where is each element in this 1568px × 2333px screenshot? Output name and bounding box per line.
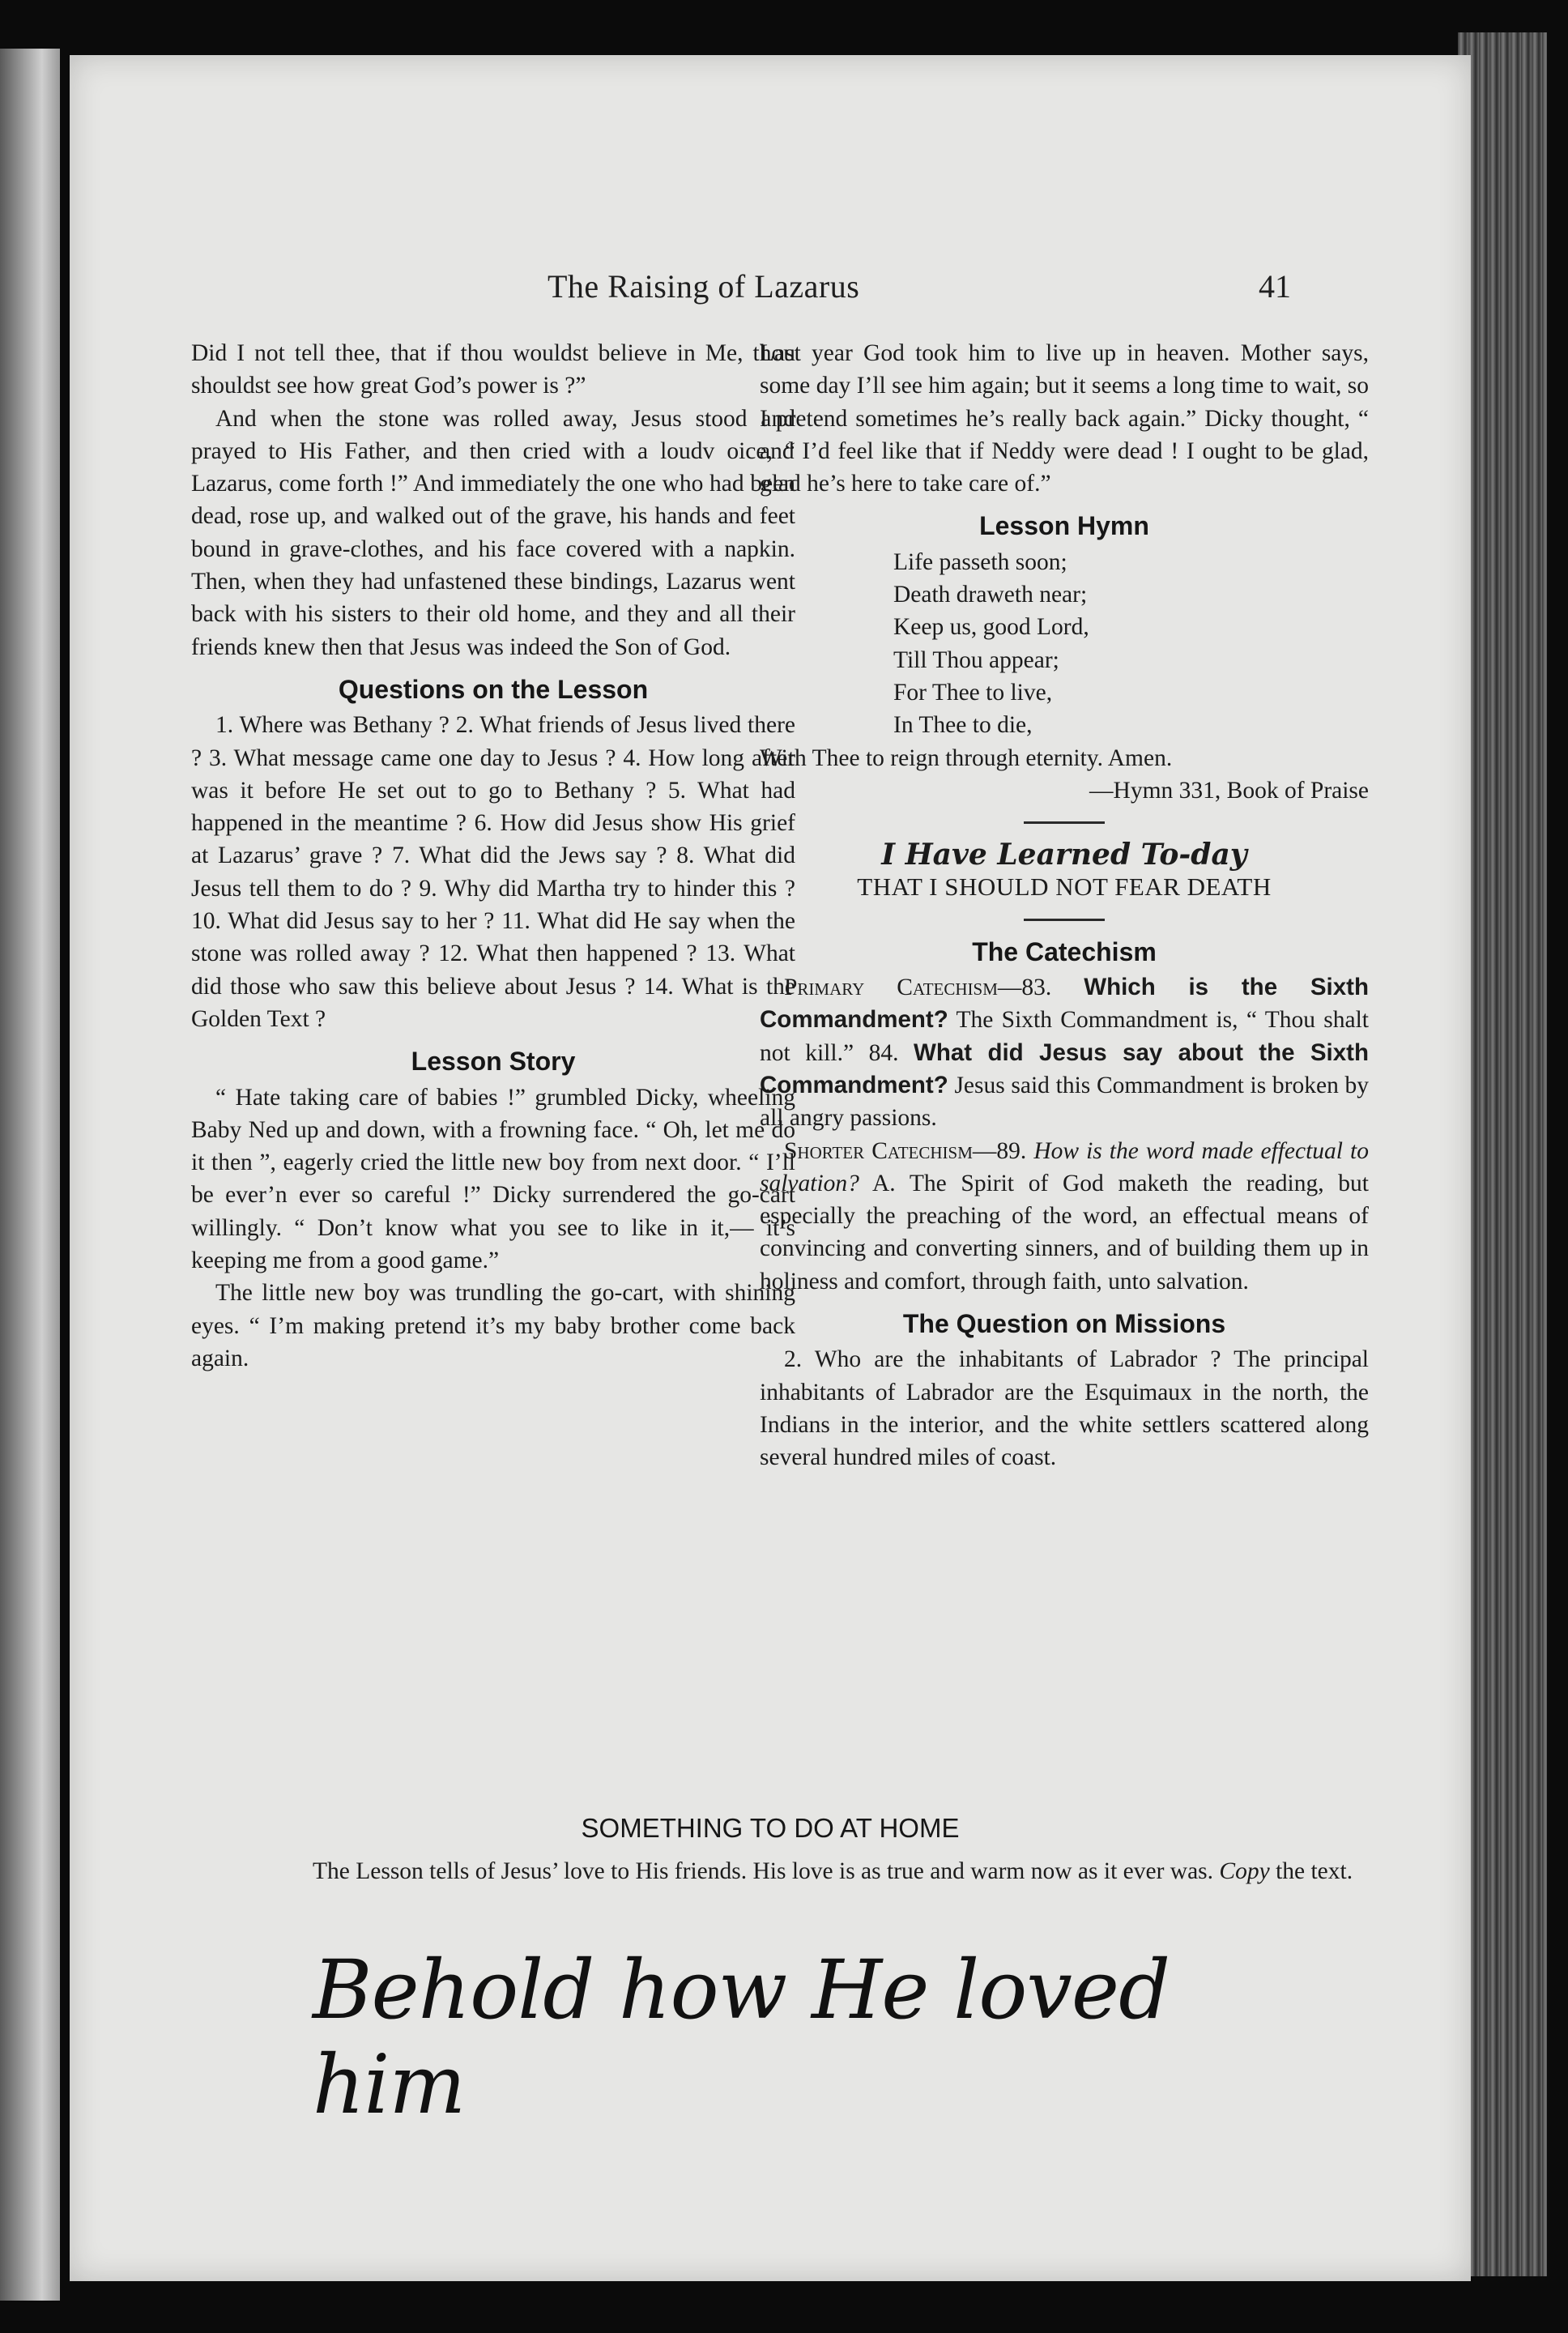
hymn-line-last: With Thee to reign through eternity. Amen. [760, 744, 1173, 771]
home-text [191, 1855, 1369, 1887]
hymn-heading: Lesson Hymn [979, 511, 1149, 541]
primary-answer-2: Jesus said this Commandment is broken by all angry passions. [760, 1072, 1370, 1132]
hymn-line: For Thee to live, [893, 679, 1053, 706]
shorter-catechism [760, 1135, 1369, 1298]
learned-heading: I Have Learned To-day [881, 838, 1247, 872]
left-column [191, 337, 795, 1375]
primary-catechism-number: —83. [997, 975, 1052, 1001]
shorter-answer: A. The Spirit of God maketh the reading, but especially the preaching of the word, an effectual means of convincing and converting sinners, and of building them up in holiness and comfort, through faith, unto salvation. [760, 1170, 1369, 1294]
divider-rule [1024, 919, 1105, 921]
hymn-line: Keep us, good Lord, [893, 614, 1089, 641]
missions-heading: The Question on Missions [902, 1309, 1226, 1339]
story-heading: Lesson Story [411, 1047, 576, 1077]
primary-catechism [760, 971, 1369, 1134]
shorter-catechism-number: —89. [972, 1137, 1027, 1164]
shorter-catechism-label: Shorter Catechism [784, 1137, 973, 1164]
right-column [760, 337, 1369, 1474]
questions-text: 1. Where was Bethany ? 2. What friends of Jesus lived there ? 3. What message came one day to Jesus ? 4. How long after was it before He set out to go to Bethany ? 5. What had happened in the meantime ? 6. How did Jesus show His grief at Lazarus’ grave ? 7. What did the Jews say ? 8. What did Jesus tell them to do ? 9. Why did Martha try to hinder this ? 10. What did Jesus say to her ? 11. What did He say when the stone was rolled away ? 12. What then happened ? 13. What did those who saw this believe about Jesus ? 14. What is the Golden Text ? [191, 712, 795, 1032]
running-head [70, 267, 1471, 316]
hymn-source: —Hymn 331, Book of Praise [1089, 777, 1369, 804]
questions-heading: Questions on the Lesson [338, 674, 649, 704]
missions-text: 2. Who are the inhabitants of Labrador ? The principal inhabitants of Labrador are the Esquimaux in the north, the Indians in the interior, and the white settlers scattered along several hundred miles of coast. [760, 1346, 1369, 1471]
hymn-line: Life passeth soon; [893, 548, 1067, 575]
golden-text-script: Behold how He loved him [313, 1943, 1170, 2132]
home-heading: SOMETHING TO DO AT HOME [581, 1813, 960, 1843]
primary-question-2: What did Jesus say about the Sixth Commandment? [760, 1039, 1370, 1098]
book-page-edges [1458, 32, 1547, 2276]
adjacent-page-edge [0, 49, 60, 2301]
hymn-line: In Thee to die, [893, 712, 1033, 739]
story-paragraph-2: The little new boy was trundling the go-cart, with shining eyes. “ I’m making pretend it’s my baby brother come back again. [191, 1280, 795, 1371]
learned-text: THAT I SHOULD NOT FEAR DEATH [857, 872, 1272, 902]
page-title: The Raising of Lazarus [548, 268, 860, 305]
primary-question-2-number: 84. [868, 1039, 899, 1066]
primary-question-1: Which is the Sixth Commandment? [760, 974, 1369, 1034]
page-number: 41 [1259, 268, 1291, 305]
home-copy-word: Copy [1219, 1858, 1270, 1884]
primary-answer-1: The Sixth Commandment is, “ Thou shalt not kill.” [760, 1007, 1369, 1066]
story-paragraph-1: “ Hate taking care of babies !” grumbled Dicky, wheeling Baby Ned up and down, with a frowning face. “ Oh, let me do it then ”, eagerly cried the little new boy from next door. “ I’ll be ever’n ever so careful !” Dicky surrendered the go-cart willingly. “ Don’t know what you see to like in it,— it’s keeping me from a good game.” [191, 1084, 795, 1274]
primary-catechism-label: Primary Catechism [784, 975, 998, 1001]
divider-rule [1024, 821, 1105, 824]
intro-paragraph-1: Did I not tell thee, that if thou wouldst believe in Me, thou shouldst see how great God’s power is ?” [191, 340, 795, 399]
book-page [70, 55, 1471, 2281]
hymn-line: Death draweth near; [893, 582, 1088, 608]
intro-paragraph-2: And when the stone was rolled away, Jesus stood and prayed to His Father, and then cried with a loudv oice, “ Lazarus, come forth !” And immediately the one who had been dead, rose up, and walked out of the grave, his hands and feet bound in grave-clothes, and his face covered with a napkin. Then, when they had unfastened these bindings, Lazarus went back with his sisters to their old home, and they and all their friends knew then that Jesus was indeed the Son of God. [191, 405, 795, 660]
story-continued: Last year God took him to live up in heaven. Mother says, some day I’ll see him again; but it seems a long time to wait, so I pretend sometimes he’s really back again.” Dicky thought, “ and I’d feel like that if Neddy were dead ! I ought to be glad, glad he’s here to take care of.” [760, 340, 1369, 497]
shorter-question: How is the word made effectual to salvation? [760, 1137, 1369, 1196]
hymn-verse [760, 546, 1369, 774]
home-text-before: The Lesson tells of Jesus’ love to His friends. His love is as true and warm now as it ever was. [313, 1858, 1214, 1884]
catechism-heading: The Catechism [972, 936, 1157, 966]
hymn-line: Till Thou appear; [893, 646, 1059, 673]
home-text-after: the text. [1276, 1858, 1353, 1884]
